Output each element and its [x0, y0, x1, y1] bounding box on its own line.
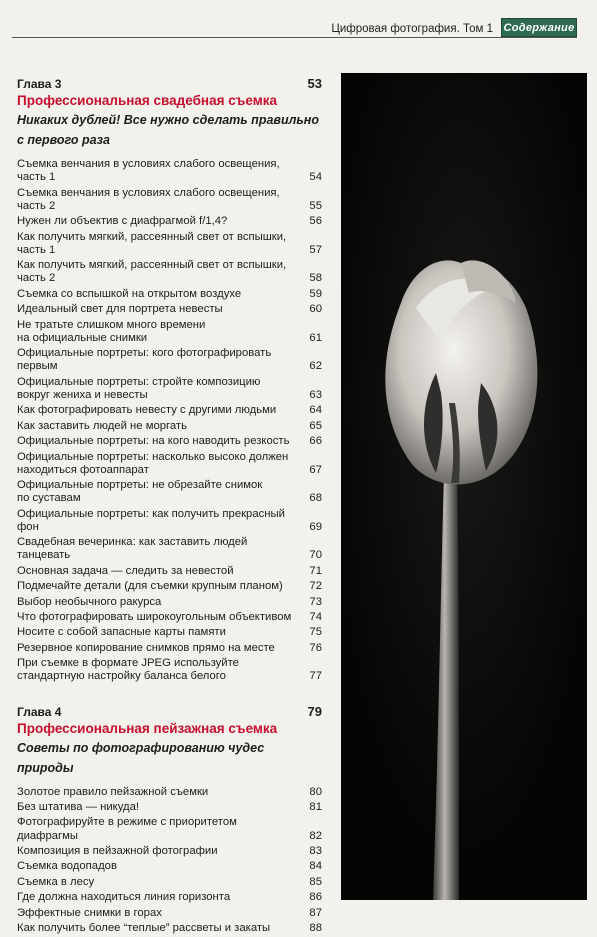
toc-entry-title: [17, 451, 304, 477]
toc-entry-line: Золотое правило пейзажной съемки: [17, 785, 209, 798]
toc-entry-title: [17, 860, 304, 873]
toc-entry[interactable]: [17, 215, 322, 228]
toc-entry-page: 55: [309, 199, 322, 212]
toc-entry[interactable]: [17, 801, 322, 814]
toc-entry[interactable]: [17, 303, 322, 316]
toc-entry[interactable]: [17, 508, 322, 534]
toc-entry-title: [17, 786, 304, 799]
toc-entry[interactable]: [17, 231, 322, 257]
toc-entry-line: Официальные портреты: на кого наводить резкость: [17, 435, 290, 448]
toc-entry-page: 72: [309, 580, 322, 593]
chapter-header: [17, 76, 322, 91]
toc-entry-title: [17, 435, 304, 448]
chapter-subtitle-line: Никаких дублей! Все нужно сделать правильно: [17, 113, 319, 127]
toc-entry-page: 57: [309, 243, 322, 256]
toc-entry-line: Не тратьте слишком много времени: [17, 318, 206, 331]
toc-entry-line: Как фотографировать невесту с другими людьми: [17, 404, 277, 417]
toc-entry-page: 64: [309, 404, 322, 417]
toc-entry[interactable]: [17, 907, 322, 920]
toc-entry[interactable]: [17, 816, 322, 842]
toc-entry-page: 75: [309, 626, 322, 639]
toc-entry[interactable]: [17, 536, 322, 562]
toc-entry[interactable]: [17, 845, 322, 858]
toc-entry-title: [17, 303, 304, 316]
toc-entry-title: [17, 611, 304, 624]
chapter-subtitle: [17, 738, 322, 778]
toc-entry-line: Эффектные снимки в горах: [17, 906, 162, 919]
toc-entry-page: 63: [309, 388, 322, 401]
toc-entry-title: [17, 479, 304, 505]
toc-entry-page: 87: [309, 906, 322, 919]
toc-entry-line: Официальные портреты: кого фотографировать: [17, 347, 272, 360]
toc-entry-line: Носите с собой запасные карты памяти: [17, 626, 226, 639]
toc-entry-title: [17, 580, 304, 593]
chapter-3-section: [17, 76, 322, 684]
toc-entry-page: 83: [309, 845, 322, 857]
toc-entry-line: Выбор необычного ракурса: [17, 595, 162, 608]
chapter-header: [17, 704, 322, 719]
toc-entry-page: 65: [309, 419, 322, 432]
toc-entry-title: [17, 215, 304, 228]
toc-entry-page: 69: [309, 520, 322, 533]
toc-entry-title: [17, 319, 304, 345]
toc-entry-title: [17, 657, 304, 683]
toc-entry-line: Официальные портреты: как получить прекрасный: [17, 507, 285, 520]
page-header: [0, 0, 597, 40]
toc-entry-page: 77: [309, 670, 322, 683]
toc-entry-title: [17, 158, 304, 184]
toc-entry[interactable]: [17, 259, 322, 285]
toc-entry-title: [17, 891, 304, 904]
toc-entry[interactable]: [17, 786, 322, 799]
toc-entry[interactable]: [17, 876, 322, 889]
entries-list: [17, 786, 322, 936]
toc-entry-title: [17, 231, 304, 257]
toc-entry-line: Съемка водопадов: [17, 860, 117, 873]
toc-entry-title: [17, 420, 304, 433]
chapter-number: Глава 3: [17, 77, 62, 91]
chapter-4-section: [17, 704, 322, 936]
toc-entry-page: 86: [309, 891, 322, 904]
toc-entry-line: первым: [17, 360, 58, 373]
toc-entry[interactable]: [17, 479, 322, 505]
toc-entry[interactable]: [17, 347, 322, 373]
toc-entry[interactable]: [17, 451, 322, 477]
toc-entry[interactable]: [17, 420, 322, 433]
toc-entry-page: 74: [309, 611, 322, 624]
white-rose-icon: [341, 73, 587, 900]
rose-photo: [341, 73, 587, 900]
chapter-number: Глава 4: [17, 704, 62, 719]
toc-entry-title: [17, 376, 304, 402]
toc-entry[interactable]: [17, 580, 322, 593]
toc-entry[interactable]: [17, 319, 322, 345]
toc-entry-title: [17, 642, 304, 655]
toc-entry-title: [17, 907, 304, 920]
toc-entry-line: часть 2: [17, 272, 56, 285]
toc-entry-page: 58: [309, 272, 322, 285]
toc-entry-line: Съемка в лесу: [17, 875, 95, 888]
toc-entry-line: Съемка венчания в условиях слабого освещения,: [17, 186, 280, 199]
toc-entry-line: часть 2: [17, 199, 56, 212]
toc-entry-page: 88: [309, 921, 322, 934]
toc-entry-page: 81: [309, 801, 322, 814]
chapter-page[interactable]: 53: [307, 76, 322, 91]
toc-entry[interactable]: [17, 596, 322, 609]
toc-entry-line: Резервное копирование снимков прямо на месте: [17, 641, 275, 654]
toc-entry-title: [17, 565, 304, 578]
toc-entry[interactable]: [17, 860, 322, 873]
toc-entry-title: [17, 596, 304, 609]
toc-entry-line: фон: [17, 520, 39, 533]
toc-entry-line: Как заставить людей не моргать: [17, 419, 187, 432]
book-title: Цифровая фотография. Том 1: [331, 23, 493, 35]
toc-entry-line: Идеальный свет для портрета невесты: [17, 303, 223, 316]
toc-entry-title: [17, 536, 304, 562]
toc-entry[interactable]: [17, 565, 322, 578]
toc-entry-line: находиться фотоаппарат: [17, 463, 149, 476]
toc-entry-title: [17, 816, 304, 842]
toc-entry-page: 68: [309, 492, 322, 505]
toc-entry-title: [17, 259, 304, 285]
toc-entry-title: [17, 508, 304, 534]
toc-entry-line: часть 1: [17, 243, 56, 256]
chapter-subtitle: [17, 110, 322, 150]
toc-entry-page: 61: [309, 331, 322, 344]
toc-entry-page: 56: [309, 215, 322, 228]
toc-entry-line: Съемка венчания в условиях слабого освещения,: [17, 158, 280, 170]
toc-entry-line: Фотографируйте в режиме с приоритетом диафрагмы: [17, 816, 237, 842]
toc-entry-page: 82: [309, 829, 322, 842]
toc-entry-page: 73: [309, 595, 322, 608]
chapter-page[interactable]: 79: [307, 703, 322, 719]
toc-entry[interactable]: [17, 642, 322, 655]
toc-entry-title: [17, 347, 304, 373]
toc-entry-title: [17, 626, 304, 639]
toc-entry-line: Свадебная вечеринка: как заставить людей танцевать: [17, 536, 248, 562]
toc-entry-title: [17, 187, 304, 213]
chapter-subtitle-line: с первого раза: [17, 133, 110, 147]
table-of-contents: [17, 76, 322, 937]
toc-entry-page: 85: [309, 875, 322, 888]
toc-entry-title: [17, 404, 304, 417]
toc-entry-page: 80: [309, 785, 322, 798]
toc-entry[interactable]: [17, 187, 322, 213]
toc-entry-line: вокруг жениха и невесты: [17, 388, 148, 401]
toc-entry-line: Без штатива — никуда!: [17, 801, 140, 814]
toc-entry-line: При съемке в формате JPEG используйте: [17, 657, 239, 670]
toc-entry-page: 62: [309, 360, 322, 373]
chapter-title[interactable]: Профессиональная свадебная съемка: [17, 93, 277, 108]
toc-entry-line: часть 1: [17, 171, 56, 184]
toc-entry-title: [17, 288, 304, 301]
toc-entry[interactable]: [17, 376, 322, 402]
toc-entry-line: Где должна находиться линия горизонта: [17, 891, 231, 904]
toc-entry-line: Нужен ли объектив с диафрагмой f/1,4?: [17, 215, 228, 228]
toc-entry-title: [17, 801, 304, 814]
toc-entry[interactable]: [17, 611, 322, 624]
entries-list: [17, 158, 322, 684]
toc-entry[interactable]: [17, 404, 322, 417]
toc-entry-line: Композиция в пейзажной фотографии: [17, 845, 218, 857]
toc-entry-page: 84: [309, 860, 322, 873]
toc-entry-line: Официальные портреты: стройте композицию: [17, 375, 261, 388]
toc-entry-line: Официальные портреты: насколько высоко должен: [17, 450, 289, 463]
toc-entry-title: [17, 922, 304, 935]
chapter-title[interactable]: Профессиональная пейзажная съемка: [17, 720, 278, 736]
toc-entry-line: на официальные снимки: [17, 331, 148, 344]
toc-entry-page: 66: [309, 435, 322, 448]
toc-entry-page: 60: [309, 303, 322, 316]
toc-entry-page: 71: [309, 564, 322, 577]
toc-entry[interactable]: [17, 288, 322, 301]
toc-entry-page: 67: [309, 463, 322, 476]
toc-entry-line: Основная задача — следить за невестой: [17, 564, 234, 577]
contents-tab[interactable]: Содержание: [501, 18, 577, 37]
toc-entry-line: Как получить мягкий, рассеянный свет от вспышки,: [17, 230, 287, 243]
toc-entry-line: Как получить более “теплые” рассветы и закаты: [17, 921, 271, 934]
toc-entry-title: [17, 845, 304, 858]
toc-entry[interactable]: [17, 891, 322, 904]
toc-entry-line: Подмечайте детали (для съемки крупным планом): [17, 580, 283, 593]
toc-entry-line: по суставам: [17, 492, 81, 505]
toc-entry-line: стандартную настройку баланса белого: [17, 670, 226, 683]
toc-entry-page: 54: [309, 171, 322, 184]
toc-entry[interactable]: [17, 435, 322, 448]
toc-entry-page: 59: [309, 287, 322, 300]
toc-entry-line: Что фотографировать широкоугольным объективом: [17, 611, 292, 624]
toc-entry-page: 70: [309, 549, 322, 562]
toc-entry-line: Официальные портреты: не обрезайте снимок: [17, 479, 263, 492]
toc-entry-line: Как получить мягкий, рассеянный свет от вспышки,: [17, 259, 287, 272]
toc-entry[interactable]: [17, 626, 322, 639]
toc-entry[interactable]: [17, 657, 322, 683]
header-rule: [12, 37, 577, 38]
toc-entry-title: [17, 876, 304, 889]
toc-entry-line: Съемка со вспышкой на открытом воздухе: [17, 287, 242, 300]
toc-entry[interactable]: [17, 158, 322, 184]
chapter-subtitle-line: Советы по фотографированию чудес природы: [17, 740, 265, 775]
toc-entry-page: 76: [309, 641, 322, 654]
toc-entry[interactable]: [17, 922, 322, 935]
